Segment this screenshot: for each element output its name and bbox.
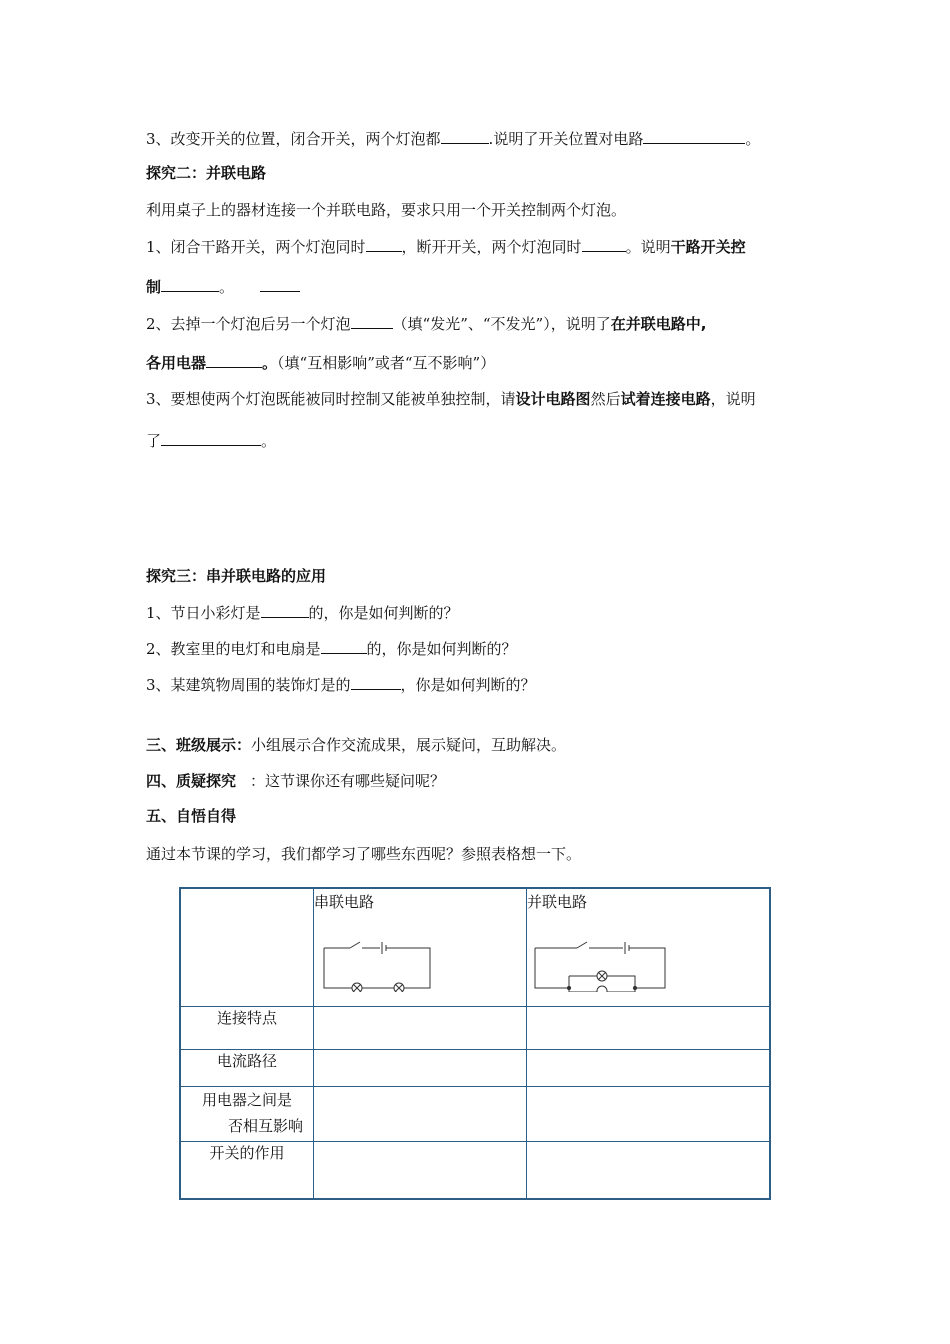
line-parallel-q3: [146, 389, 756, 409]
text: .说明了开关位置对电路: [488, 130, 644, 148]
heading-inquiry-two: 探究二：并联电路: [146, 164, 267, 182]
table-cell[interactable]: [314, 1086, 527, 1141]
line-parallel-q2: [146, 313, 706, 334]
text: 。说明: [625, 238, 671, 256]
column-title-parallel: 并联电路: [527, 893, 588, 911]
answer-blank[interactable]: [643, 128, 745, 144]
text: （填“互相影响”或者“互不影响”）: [277, 354, 496, 372]
line-application-q1: [146, 602, 459, 623]
parallel-circuit-diagram: [531, 912, 681, 992]
text: 。: [261, 432, 277, 450]
table-cell[interactable]: [314, 1006, 527, 1049]
heading-inquiry-three: 探究三：串并联电路的应用: [146, 567, 327, 585]
bold-text: 制: [146, 278, 162, 296]
text: ，说明: [710, 390, 756, 408]
text: ，断开开关，两个灯泡同时: [401, 238, 582, 256]
bold-text: 干路开关控: [670, 238, 746, 256]
answer-blank[interactable]: [206, 352, 262, 368]
row-label-interaction: [180, 1086, 314, 1141]
line-application-q2: [146, 638, 517, 659]
bold-text: 设计电路图: [515, 390, 591, 408]
line-parallel-q1: [146, 236, 746, 257]
row-label-line: 否相互影响: [227, 1116, 303, 1135]
answer-blank[interactable]: [351, 674, 401, 690]
section-title: 四、质疑探究: [146, 772, 237, 790]
text: 小组展示合作交流成果，展示疑问，互助解决。: [251, 736, 567, 754]
line-q3-switch-position: [146, 128, 760, 149]
text: 1、闭合干路开关，两个灯泡同时: [146, 238, 366, 256]
text: ：这节课你还有哪些疑问呢？: [250, 772, 446, 790]
section-questioning: [146, 771, 445, 791]
line-parallel-q2-cont: [146, 352, 495, 373]
text: 1、节日小彩灯是: [146, 604, 261, 622]
text: ，你是如何判断的？: [400, 676, 536, 694]
answer-blank[interactable]: [351, 313, 393, 329]
section-class-display: [146, 735, 566, 755]
text: 。: [219, 278, 235, 296]
answer-blank[interactable]: [260, 276, 300, 292]
section-title: 三、班级展示：: [146, 736, 252, 754]
line-parallel-intro: 利用桌子上的器材连接一个并联电路，要求只用一个开关控制两个灯泡。: [146, 201, 627, 219]
text: 2、去掉一个灯泡后另一个灯泡: [146, 315, 351, 333]
column-title-series: 串联电路: [314, 893, 375, 911]
table-cell[interactable]: [527, 1006, 771, 1049]
answer-blank[interactable]: [582, 236, 626, 252]
text: （填“发光”、“不发光”），说明了: [392, 315, 611, 333]
row-label-switch-role: 开关的作用: [180, 1141, 314, 1199]
answer-blank[interactable]: [161, 430, 261, 446]
table-cell[interactable]: [314, 1141, 527, 1199]
table-corner-cell: [180, 888, 314, 1006]
answer-blank[interactable]: [321, 638, 367, 654]
bold-text: 。: [262, 354, 278, 372]
answer-blank[interactable]: [441, 128, 489, 144]
text: 然后: [590, 390, 621, 408]
table-cell[interactable]: [527, 1086, 771, 1141]
text: 。: [745, 130, 761, 148]
table-header-parallel: [527, 888, 771, 1006]
table-cell[interactable]: [527, 1141, 771, 1199]
bold-text: 试着连接电路: [620, 390, 711, 408]
text: 3、要想使两个灯泡既能被同时控制又能被单独控制，请: [146, 390, 516, 408]
answer-blank[interactable]: [261, 602, 309, 618]
text: 了: [146, 432, 162, 450]
row-label-line: 用电器之间是: [201, 1090, 292, 1109]
text: 的，你是如何判断的？: [308, 604, 459, 622]
table-header-series: [314, 888, 527, 1006]
text: 3、改变开关的位置，闭合开关，两个灯泡都: [146, 130, 441, 148]
line-parallel-q1-cont: [146, 276, 300, 297]
summary-table: [179, 887, 771, 1200]
line-summary-intro: 通过本节课的学习，我们都学习了哪些东西呢？参照表格想一下。: [146, 845, 582, 863]
text: 2、教室里的电灯和电扇是: [146, 640, 321, 658]
text: 3、某建筑物周围的装饰灯是的: [146, 676, 351, 694]
answer-blank[interactable]: [161, 276, 219, 292]
answer-blank[interactable]: [366, 236, 402, 252]
table-cell[interactable]: [314, 1049, 527, 1086]
text: 的，你是如何判断的？: [366, 640, 517, 658]
line-application-q3: [146, 674, 536, 695]
series-circuit-diagram: [320, 912, 440, 992]
line-parallel-q3-cont: [146, 430, 276, 451]
row-label-connection: 连接特点: [180, 1006, 314, 1049]
section-self-reflection: 五、自悟自得: [146, 807, 237, 825]
table-cell[interactable]: [527, 1049, 771, 1086]
bold-text: 各用电器: [146, 354, 207, 372]
row-label-current-path: 电流路径: [180, 1049, 314, 1086]
bold-text: 在并联电路中,: [610, 315, 707, 333]
